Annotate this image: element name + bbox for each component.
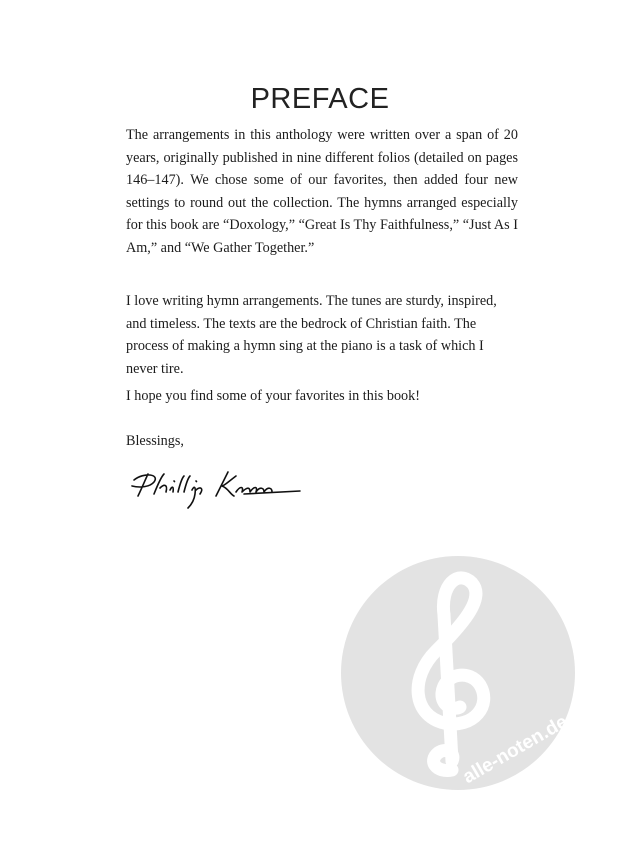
closing-line: Blessings, — [126, 433, 184, 449]
preface-paragraph-2: I love writing hymn arrangements. The tunes are sturdy, inspired, and timeless. The texts are the bedrock of Christian faith. The process of making a hymn sing at the piano is a task of which I never tire. — [126, 293, 497, 377]
preface-paragraph-3: I hope you find some of your favorites in this book! — [126, 388, 420, 404]
watermark-logo — [340, 555, 576, 791]
watermark-text: alle-noten.de — [459, 711, 572, 789]
preface-paragraph-1: The arrangements in this anthology were written over a span of 20 years, originally published in nine different folios (detailed on pages 146–147). We chose some of our favorites, then added four new settings to round out the collection. The hymns arranged especially for this book are “Doxology,” “Great Is Thy Faithfulness,” “Just As I Am,” and “We Gather Together.” — [126, 127, 518, 256]
signature — [124, 466, 304, 510]
page-title: PREFACE — [250, 83, 390, 116]
